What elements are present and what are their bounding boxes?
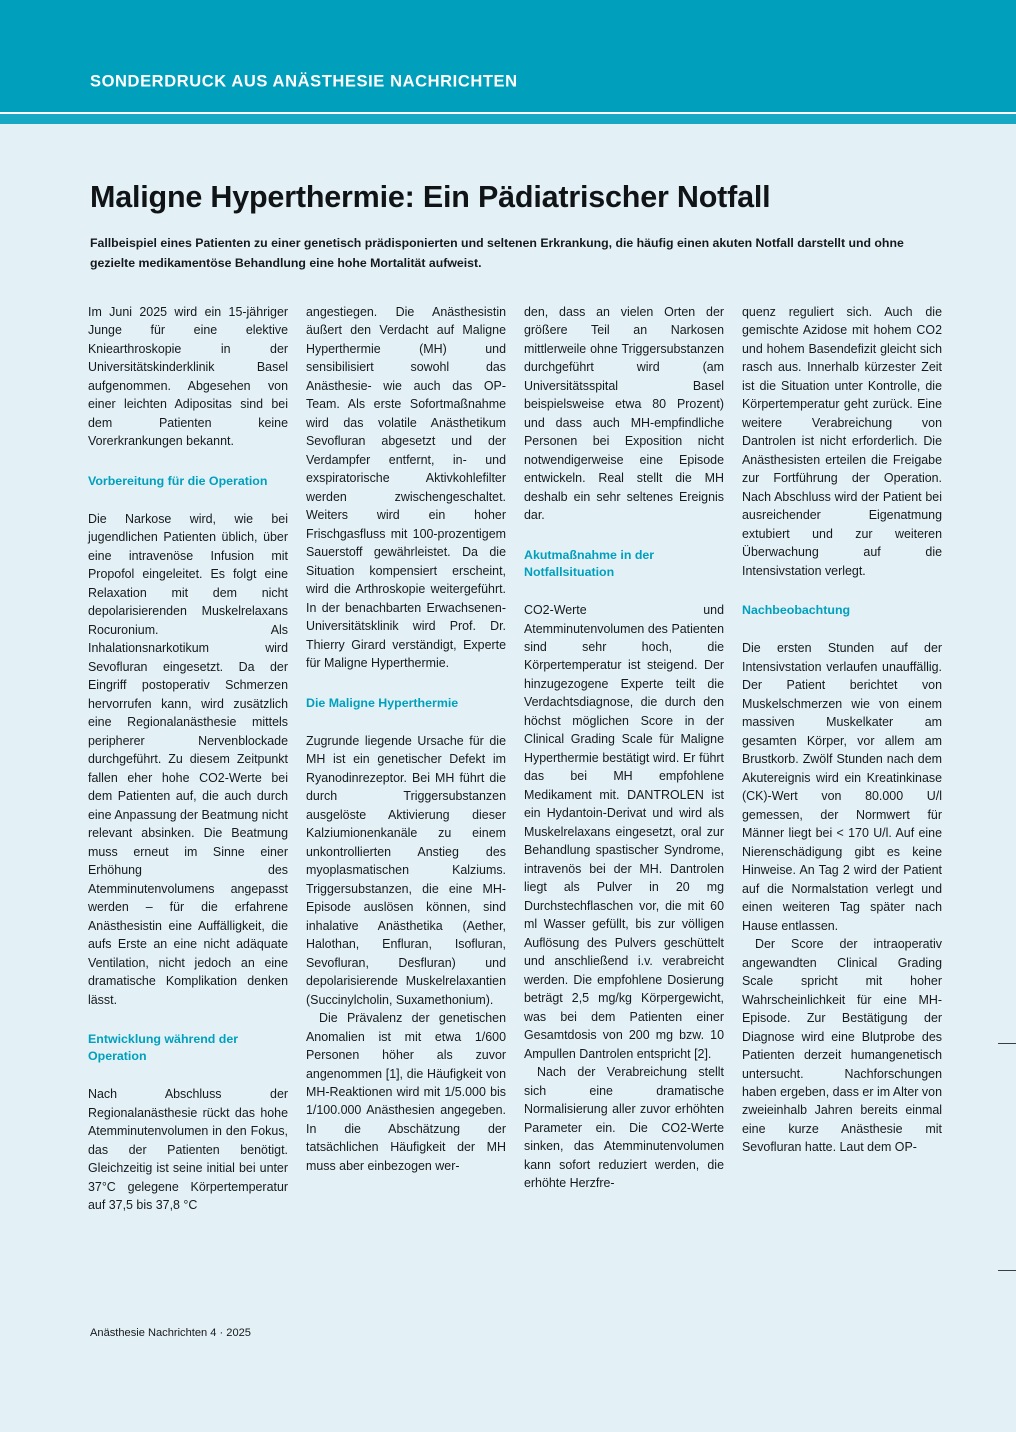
banner-bottom-stripe — [0, 114, 1016, 124]
section-heading: Nachbeobachtung — [742, 603, 851, 618]
article-header — [90, 180, 935, 274]
paragraph: Die ersten Stunden auf der Intensivstation verlaufen unauffällig. Der Patient berichtet von Muskelschmerzen wie von einem massiven Muskelkater am gesamten Körper, vor allem am Brustkorb. Zwölf Stunden nach dem Akutereignis wird ein Kreatinkinase (CK)-Wert von 80.000 U/l gemessen, der Normwert für Männer liegt bei < 170 U/l. Auf eine Nierenschädigung gibt es keine Hinweise. An Tag 2 wird der Patient auf die Normalstation verlegt und einen weiteren Tag später nach Hause entlassen. — [742, 641, 942, 933]
section-heading: Akutmaßnahme in der Notfallsituation — [524, 547, 655, 579]
text-column-4 — [742, 303, 942, 1288]
page-edge-mark — [998, 1270, 1016, 1271]
section-heading: Vorbereitung für die Operation — [88, 473, 268, 488]
paragraph: CO2-Werte und Atemminutenvolumen des Patienten sind sehr hoch, die Körpertemperatur ist steigend. Der hinzugezogene Experte teilt die Verdachtsdiagnose, die durch den höchst möglichen Score in der Clinical Grading Scale für Maligne Hyperthermie bestätigt wird. Er führt das bei MH empfohlene Medikament mit. DANTROLEN ist ein Hydantoin-Derivat und wird als Muskelrelaxans eingesetzt, oral zur Behandlung spastischer Syndrome, intravenös bei der MH. Dantrolen liegt als Pulver in 20 mg Durchstechflaschen vor, die mit 60 ml Wasser gefüllt, bis zur völligen Auflösung des Pulvers geschüttelt und anschließend i.v. verabreicht werden. Die empfohlene Dosierung beträgt 2,5 mg/kg Körpergewicht, was bei dem Patienten einer Gesamtdosis von 200 mg bzw. 10 Ampullen Dantrolen entspricht [2]. — [524, 603, 724, 1061]
paragraph: Nach Abschluss der Regionalanästhesie rückt das hohe Atemminutenvolumen in den Fokus, das der Patienten benötigt. Gleichzeitig ist seine initial bei unter 37°C gelegene Körpertemperatur auf 37,5 bis 37,8 °C — [88, 1087, 288, 1213]
paragraph: quenz reguliert sich. Auch die gemischte Azidose mit hohem CO2 und hohem Basendefizit gleicht sich rasch aus. Innerhalb kürzester Zeit ist die Situation unter Kontrolle, die Körpertemperatur geht zurück. Eine weitere Verabreichung von Dantrolen ist nicht erforderlich. Die Anästhesisten erteilen die Freigabe zur Fortführung der Operation. Nach Abschluss wird der Patient bei ausreichender Eigenatmung extubiert und zur weiteren Überwachung auf die Intensivstation verlegt. — [742, 305, 942, 578]
text-column-1 — [88, 303, 288, 1288]
article-standfirst: Fallbeispiel eines Patienten zu einer genetisch prädisponierten und seltenen Erkrankung, die häufig einen akuten Notfall darstellt und ohne gezielte medikamentöse Behandlung eine hohe Mortalität aufweist. — [90, 236, 904, 271]
section-heading: Entwicklung während der Operation — [88, 1032, 239, 1064]
article-body-columns — [88, 303, 942, 1288]
paragraph: Die Prävalenz der genetischen Anomalien ist mit etwa 1/600 Personen höher als zuvor angenommen [1], die Häufigkeit von MH-Reaktionen wird mit 1/5.000 bis 1/100.000 Anästhesien angegeben. In die Abschätzung der tatsächlichen Häufigkeit der MH muss aber einbezogen wer- — [306, 1011, 506, 1173]
paragraph: Zugrunde liegende Ursache für die MH ist ein genetischer Defekt im Ryanodinrezeptor. Bei MH führt die durch Triggersubstanzen ausgelöste Aktivierung dieser Kalziumionenkanäle zu einem unkontrollierten Anstieg des myoplasmatischen Kalziums. Triggersubstanzen, die eine MH-Episode auslösen können, sind inhalative Anästhetika (Aether, Halothan, Enfluran, Isofluran, Sevofluran, Desfluran) und depolarisierende Muskelrelaxantien (Succinylcholin, Suxamethonium). — [306, 733, 506, 1007]
paragraph: Die Narkose wird, wie bei jugendlichen Patienten üblich, über eine intravenöse Infusion mit Propofol eingeleitet. Es folgt eine Relaxation mit dem nicht depolarisierenden Muskelrelaxans Rocuronium. Als Inhalationsnarkotikum wird Sevofluran eingesetzt. Da der Eingriff postoperativ Schmerzen hervorrufen kann, wird zusätzlich eine Regionalanästhesie mittels peripherer Nervenblockade durchgeführt. Zu diesem Zeitpunkt fallen eher hohe CO2-Werte bei dem Patienten auf, die auch durch eine Anpassung der Beatmung nicht relevant absinken. Die Beatmung muss erneut im Sinne einer Erhöhung des Atemminutenvolumens angepasst werden – für die erfahrene Anästhesistin eine Auffälligkeit, die aufs Erste an eine nicht adäquate Ventilation, nicht jedoch an eine dramatische Komplikation denken lässt. — [88, 511, 288, 1007]
text-column-3 — [524, 303, 724, 1288]
paragraph: Nach der Verabreichung stellt sich eine dramatische Normalisierung aller zuvor erhöhten Parameter ein. Die CO2-Werte sinken, das Atemminutenvolumen kann sofort reduziert werden, die erhöhte Herzfre- — [524, 1065, 724, 1191]
page-footer: Anästhesie Nachrichten 4 · 2025 — [90, 1327, 251, 1339]
banner-title: SONDERDRUCK AUS ANÄSTHESIE NACHRICHTEN — [90, 72, 518, 91]
section-heading: Die Maligne Hyperthermie — [306, 695, 459, 710]
page-title: Maligne Hyperthermie: Ein Pädiatrischer Notfall — [90, 180, 771, 214]
paragraph: den, dass an vielen Orten der größere Teil an Narkosen mittlerweile ohne Triggersubstanzen durchgeführt wird (am Universitätsspital Basel beispielsweise etwa 80 Prozent) und dass auch MH-empfindliche Personen bei Exposition nicht notwendigerweise eine Episode entwickeln. Real stellt die MH deshalb ein sehr seltenes Ereignis dar. — [524, 305, 724, 523]
text-column-2 — [306, 303, 506, 1288]
paragraph: Der Score der intraoperativ angewandten Clinical Grading Scale spricht mit hoher Wahrscheinlichkeit für eine MH-Episode. Zur Bestätigung der Diagnose wird eine Blutprobe des Patienten derzeit humangenetisch untersucht. Nachforschungen haben ergeben, dass er im Alter von zweieinhalb Jahren bereits einmal eine kurze Anästhesie mit Sevofluran hatte. Laut dem OP- — [742, 937, 942, 1155]
paragraph: Im Juni 2025 wird ein 15-jähriger Junge für eine elektive Kniearthroskopie in der Universitätskinderklinik Basel aufgenommen. Abgesehen von einer leichten Adipositas sind bei dem Patienten keine Vorerkrankungen bekannt. — [88, 305, 288, 449]
page-edge-mark — [998, 1043, 1016, 1044]
top-banner — [0, 0, 1016, 116]
paragraph: angestiegen. Die Anästhesistin äußert den Verdacht auf Maligne Hyperthermie (MH) und sensibilisiert sowohl das Anästhesie- wie auch das OP-Team. Als erste Sofortmaßnahme wird das volatile Anästhetikum Sevofluran abgesetzt und der Verdampfer entfernt, in- und exspiratorische Aktivkohlefilter werden zwischengeschaltet. Weiters wird ein hoher Frischgasfluss mit 100-prozentigem Sauerstoff gewährleistet. Da die Situation kompensiert erscheint, wird die Arthroskopie weitergeführt. In der benachbarten Erwachsenen-Universitätsklinik wird Prof. Dr. Thierry Girard verständigt, Experte für Maligne Hyperthermie. — [306, 305, 506, 671]
